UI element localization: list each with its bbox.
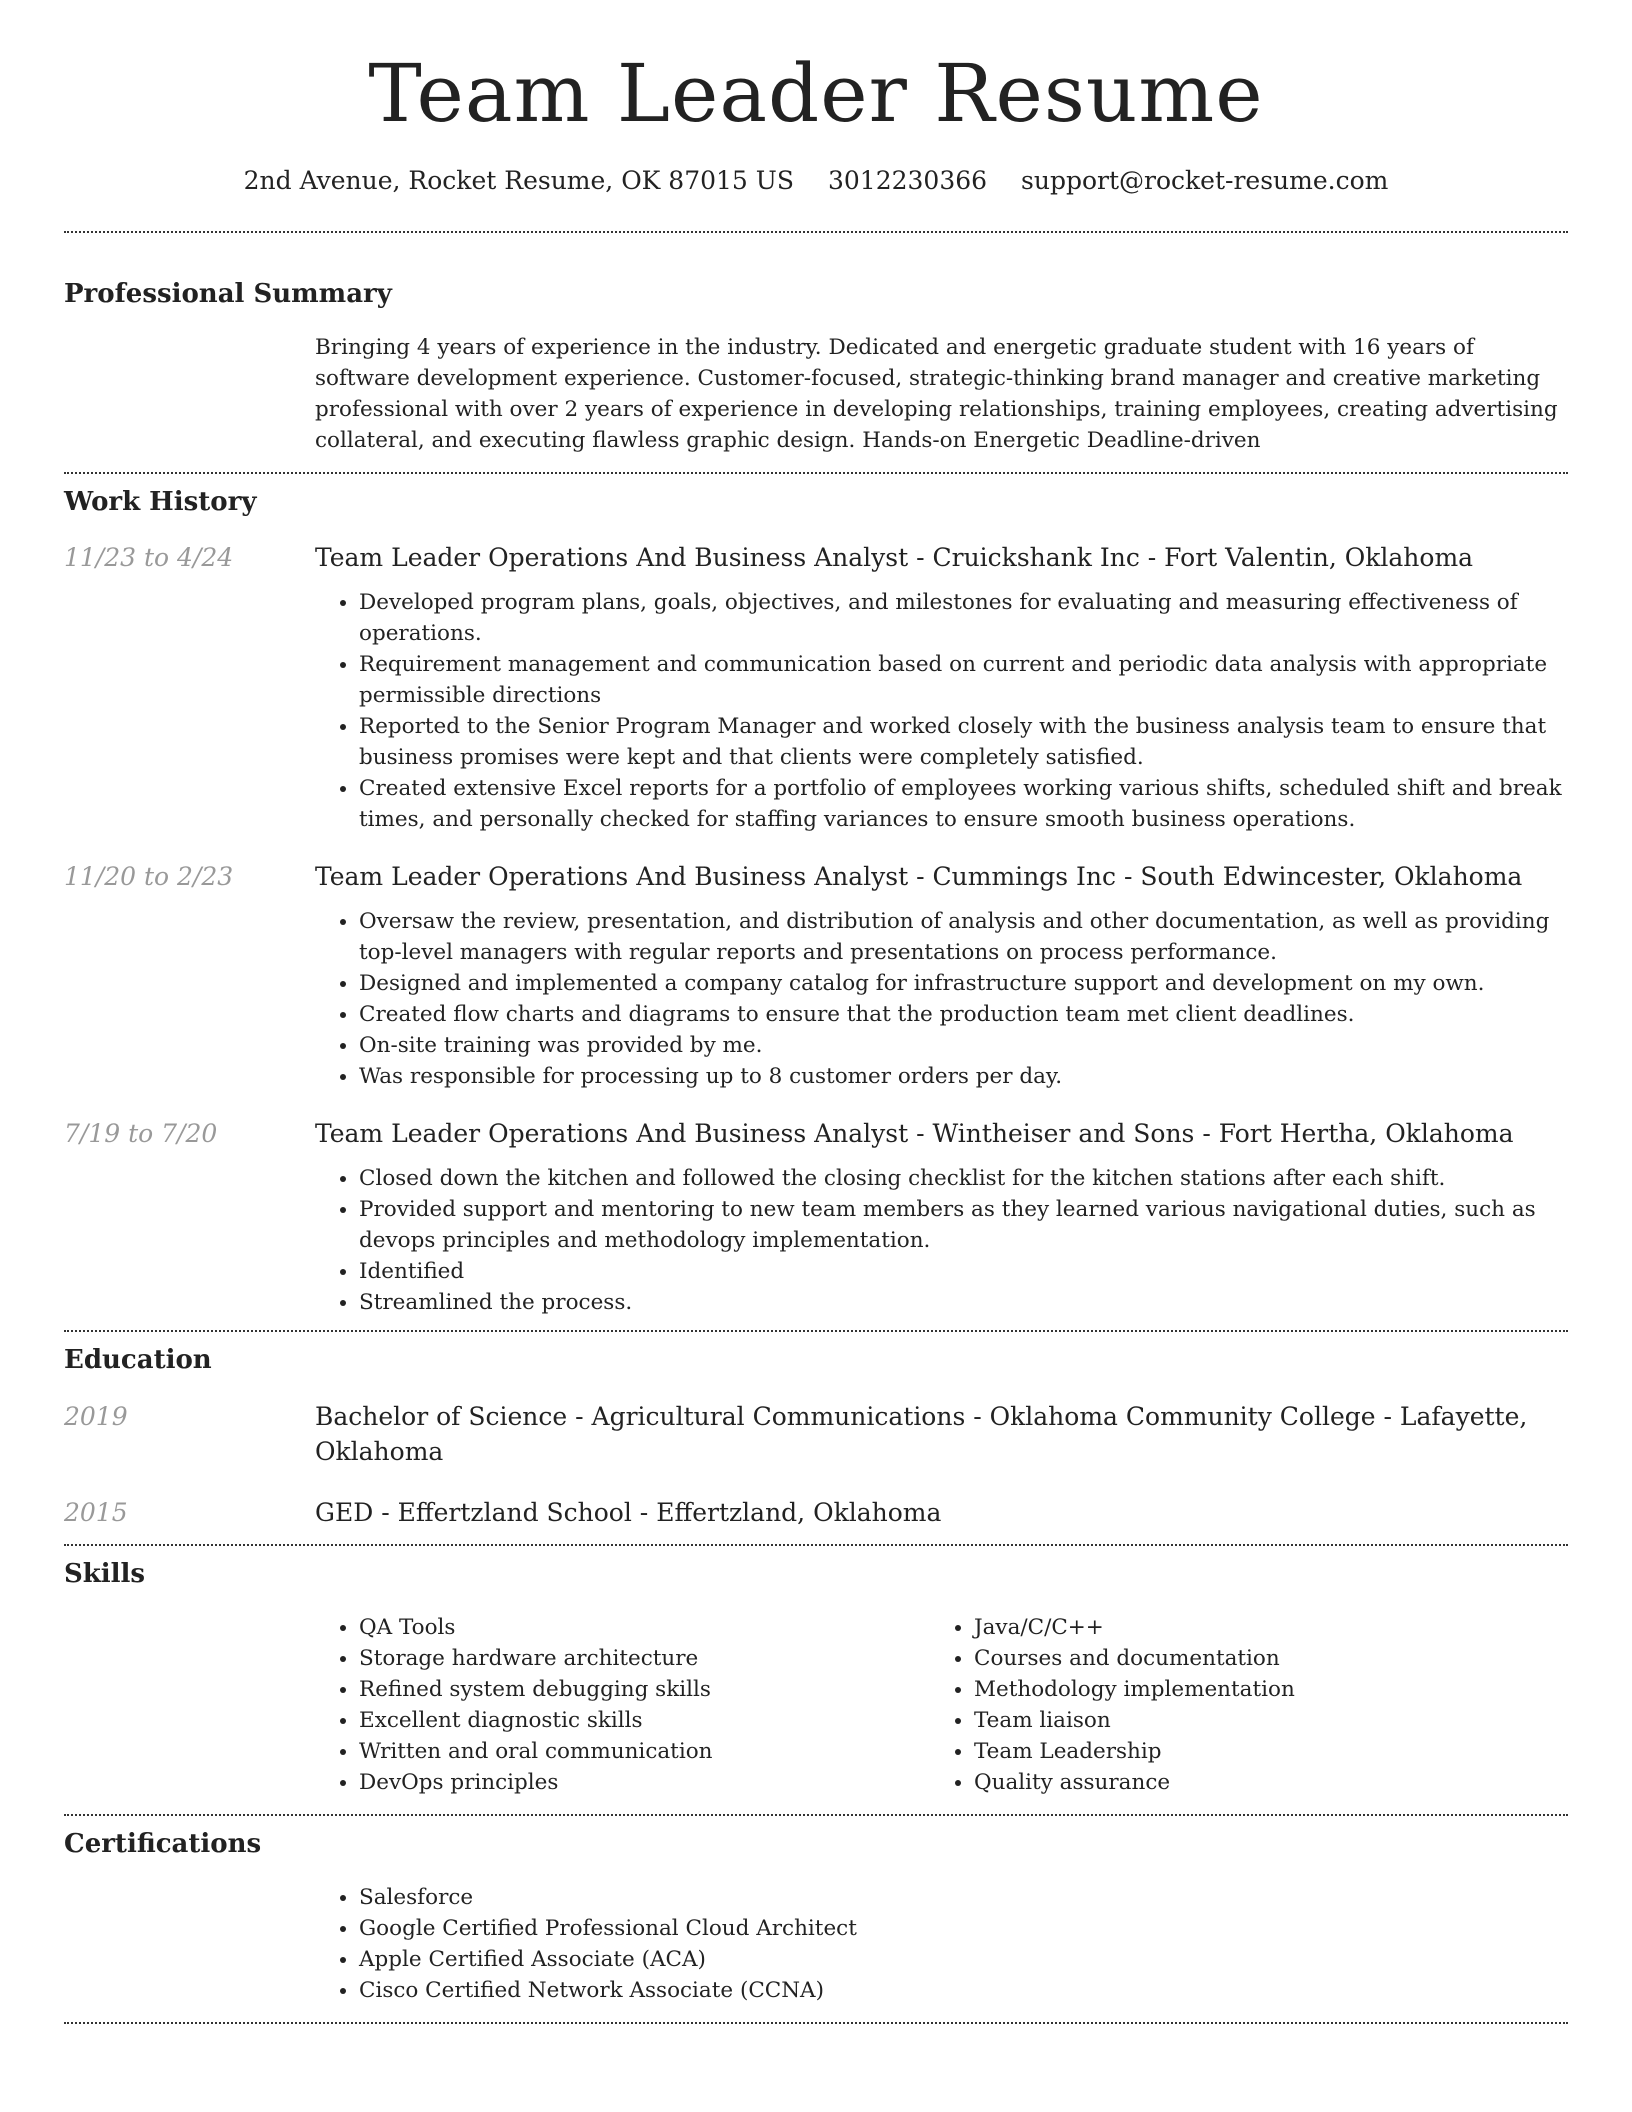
section-divider <box>64 1814 1568 1816</box>
job-title: Team Leader Operations And Business Analyst - Cruickshank Inc - Fort Valentin, Oklahoma <box>315 543 1474 573</box>
job-bullet: • Provided support and mentoring to new team members as they learned various navigational duties, such as devops principles and methodology implementation. <box>359 1194 1568 1256</box>
resume-title: Team Leader Resume <box>368 47 1264 140</box>
skill-item: • QA Tools <box>359 1612 930 1643</box>
skill-item: • Courses and documentation <box>974 1643 1545 1674</box>
education-heading: Education <box>64 1345 212 1376</box>
resume-page <box>64 0 1568 2024</box>
skill-item: • Methodology implementation <box>974 1674 1545 1705</box>
education-entry <box>64 1495 1568 1544</box>
work-history-section <box>64 487 1568 1330</box>
job-bullet: • Closed down the kitchen and followed the closing checklist for the kitchen stations after each shift. <box>359 1163 1568 1194</box>
education-section <box>64 1345 1568 1543</box>
job-dates: 11/23 to 4/24 <box>64 543 234 573</box>
certification-item: • Cisco Certified Network Associate (CCNA) <box>359 1975 1568 2006</box>
job-bullet: • Reported to the Senior Program Manager and worked closely with the business analysis team to ensure that business promises were kept and that clients were completely satisfied. <box>359 711 1568 773</box>
skills-section <box>64 1559 1568 1814</box>
skill-item: • Team liaison <box>974 1705 1545 1736</box>
education-entry <box>64 1399 1568 1469</box>
skill-item: • Refined system debugging skills <box>359 1674 930 1705</box>
job-bullet: • Was responsible for processing up to 8 customer orders per day. <box>359 1061 1568 1092</box>
job-bullet: • Created extensive Excel reports for a portfolio of employees working various shifts, scheduled shift and break times, and personally checked for staffing variances to ensure smooth business operations. <box>359 773 1568 835</box>
section-divider <box>64 2022 1568 2024</box>
section-divider <box>64 231 1568 233</box>
job-entry <box>64 1116 1568 1330</box>
education-year: 2019 <box>64 1401 128 1431</box>
section-divider <box>64 1330 1568 1332</box>
job-bullets <box>315 587 1568 835</box>
summary-text: Bringing 4 years of experience in the industry. Dedicated and energetic graduate student with 16 years of software development experience. Customer-focused, strategic-thinking brand manager and creative marketing professional with over 2 years of experience in developing relationships, training employees, creating advertising collateral, and executing flawless graphic design. Hands-on Energetic Deadline-driven <box>315 335 1558 454</box>
education-text: GED - Effertzland School - Effertzland, Oklahoma <box>315 1497 942 1527</box>
job-bullets <box>315 1163 1568 1318</box>
certification-item: • Salesforce <box>359 1882 1568 1913</box>
contact-email: support@rocket-resume.com <box>1021 166 1389 195</box>
education-text: Bachelor of Science - Agricultural Communications - Oklahoma Community College - Lafayette, Oklahoma <box>315 1401 1528 1466</box>
skill-item: • Team Leadership <box>974 1736 1545 1767</box>
contact-address: 2nd Avenue, Rocket Resume, OK 87015 US <box>243 166 794 195</box>
skill-item: • Java/C/C++ <box>974 1612 1545 1643</box>
job-bullet: • Requirement management and communication based on current and periodic data analysis with appropriate permissible directions <box>359 649 1568 711</box>
skills-heading: Skills <box>64 1558 146 1589</box>
job-dates: 7/19 to 7/20 <box>64 1119 218 1149</box>
job-bullet: • Developed program plans, goals, objectives, and milestones for evaluating and measuring effectiveness of operations. <box>359 587 1568 649</box>
job-bullet: • Identified <box>359 1256 1568 1287</box>
summary-heading: Professional Summary <box>64 279 392 309</box>
certifications-heading: Certifications <box>64 1828 262 1859</box>
job-entry <box>64 540 1568 835</box>
contact-phone: 3012230366 <box>827 166 988 195</box>
certification-item: • Google Certified Professional Cloud Architect <box>359 1913 1568 1944</box>
job-bullet: • Designed and implemented a company catalog for infrastructure support and development on my own. <box>359 968 1568 999</box>
skills-list-left <box>315 1612 930 1798</box>
skill-item: • Quality assurance <box>974 1767 1545 1798</box>
skills-list-right <box>930 1612 1545 1798</box>
job-entry <box>64 859 1568 1092</box>
certifications-list <box>315 1882 1568 2006</box>
job-title: Team Leader Operations And Business Analyst - Cummings Inc - South Edwincester, Oklahoma <box>315 862 1523 892</box>
section-divider <box>64 472 1568 474</box>
skill-item: • DevOps principles <box>359 1767 930 1798</box>
skill-item: • Excellent diagnostic skills <box>359 1705 930 1736</box>
skill-item: • Storage hardware architecture <box>359 1643 930 1674</box>
education-year: 2015 <box>64 1497 128 1527</box>
job-title: Team Leader Operations And Business Analyst - Wintheiser and Sons - Fort Hertha, Oklahoma <box>315 1119 1514 1149</box>
section-divider <box>64 1544 1568 1546</box>
job-bullets <box>315 906 1568 1092</box>
contact-line <box>64 166 1568 195</box>
job-bullet: • Created flow charts and diagrams to ensure that the production team met client deadlines. <box>359 999 1568 1030</box>
job-bullet: • On-site training was provided by me. <box>359 1030 1568 1061</box>
certifications-section <box>64 1829 1568 2022</box>
job-dates: 11/20 to 2/23 <box>64 862 234 892</box>
summary-section <box>64 279 1568 472</box>
job-bullet: • Streamlined the process. <box>359 1287 1568 1318</box>
skill-item: • Written and oral communication <box>359 1736 930 1767</box>
certification-item: • Apple Certified Associate (ACA) <box>359 1944 1568 1975</box>
work-history-heading: Work History <box>64 487 257 518</box>
job-bullet: • Oversaw the review, presentation, and distribution of analysis and other documentation, as well as providing top-level managers with regular reports and presentations on process performance. <box>359 906 1568 968</box>
